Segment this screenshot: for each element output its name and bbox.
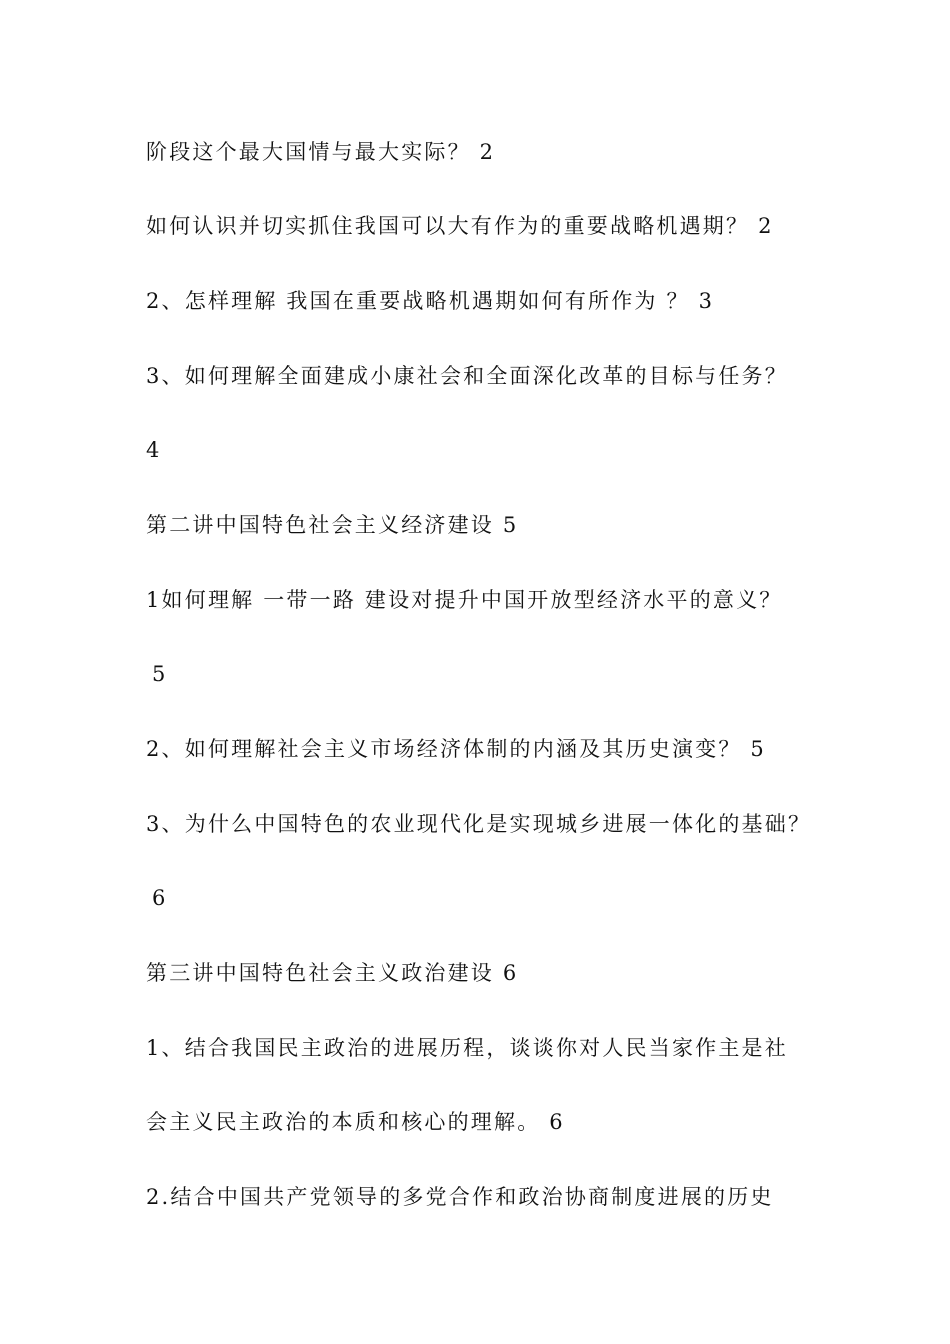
chapter-heading: 第二讲中国特色社会主义经济建设 5	[146, 513, 519, 537]
toc-line: 2、如何理解社会主义市场经济体制的内涵及其历史演变？ 5	[146, 737, 766, 761]
chapter-heading: 第三讲中国特色社会主义政治建设 6	[146, 961, 519, 985]
toc-line: 阶段这个最大国情与最大实际？ 2	[146, 140, 496, 164]
toc-line: 1、结合我国民主政治的进展历程，谈谈你对人民当家作主是社	[146, 1036, 788, 1060]
toc-line: 如何认识并切实抓住我国可以大有作为的重要战略机遇期？ 2	[146, 214, 774, 238]
toc-page-number: 5	[152, 662, 168, 686]
toc-line: 1如何理解 一带一路 建设对提升中国开放型经济水平的意义？	[146, 588, 783, 612]
toc-line: 3、为什么中国特色的农业现代化是实现城乡进展一体化的基础？	[146, 812, 812, 836]
toc-line: 2.结合中国共产党领导的多党合作和政治协商制度进展的历史	[146, 1185, 774, 1209]
toc-page-number: 4	[146, 438, 162, 462]
toc-line: 2、怎样理解 我国在重要战略机遇期如何有所作为 ？ 3	[146, 289, 715, 313]
toc-page-number: 6	[152, 886, 168, 910]
toc-line: 3、如何理解全面建成小康社会和全面深化改革的目标与任务？	[146, 364, 788, 388]
toc-line: 会主义民主政治的本质和核心的理解。 6	[146, 1110, 565, 1134]
